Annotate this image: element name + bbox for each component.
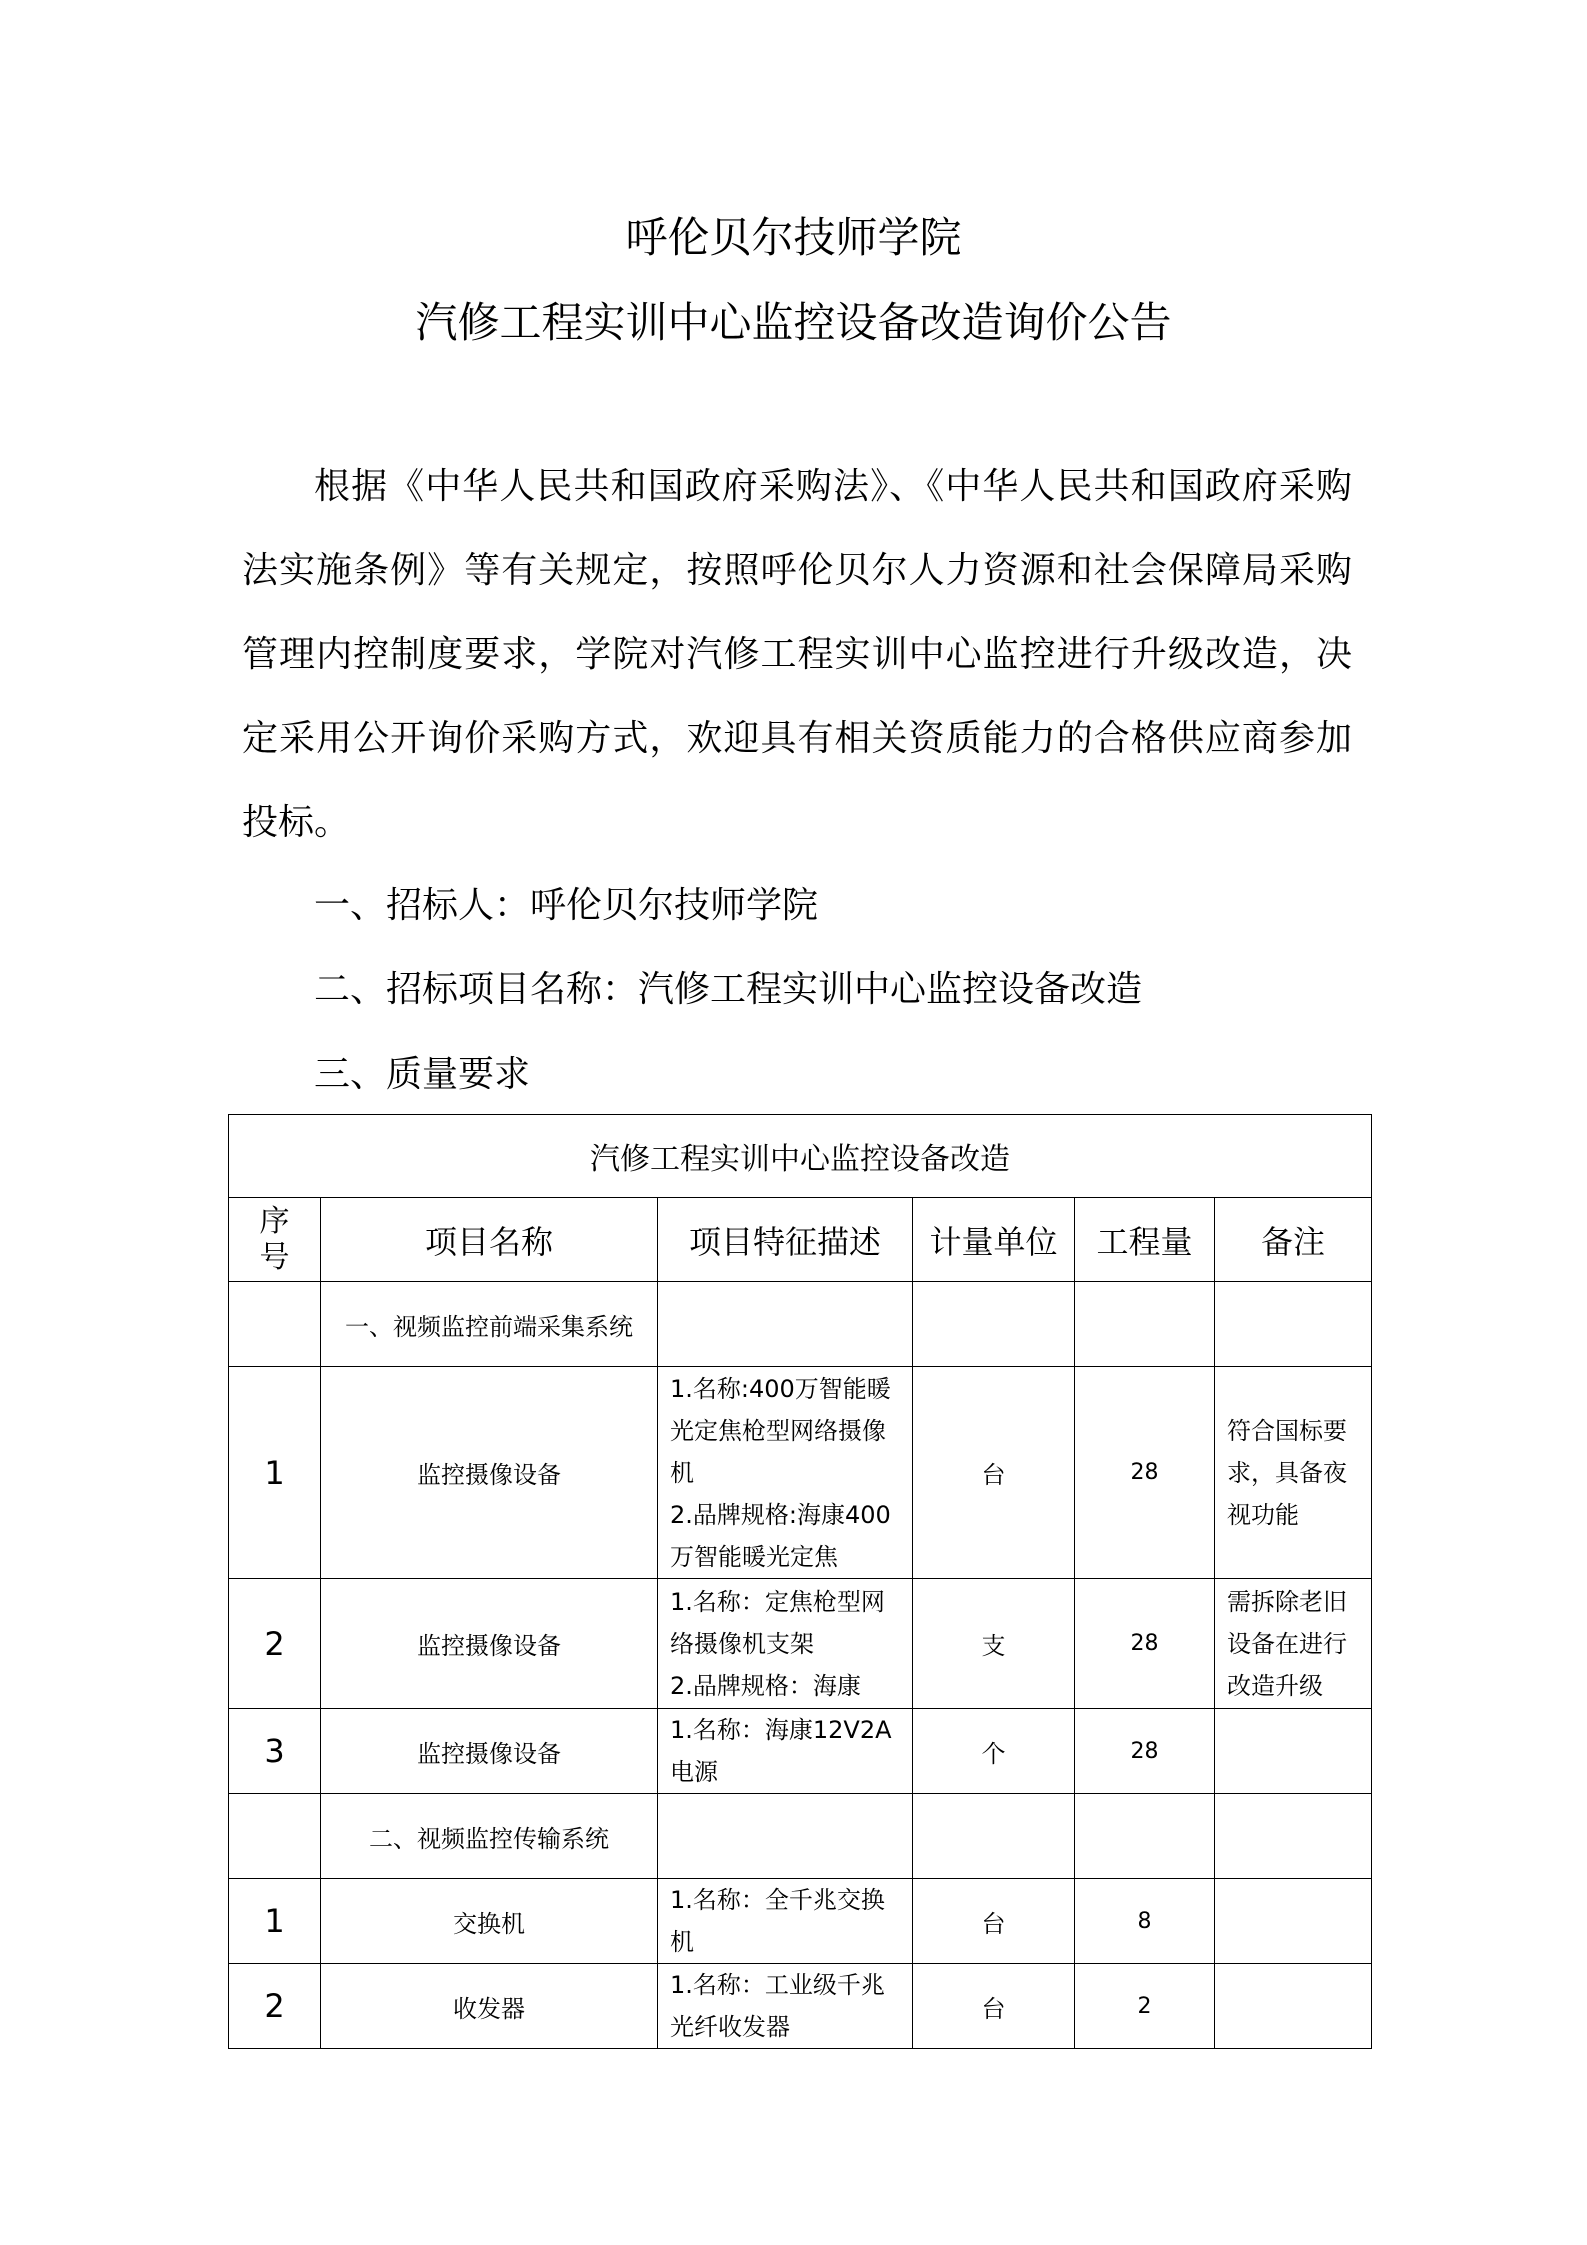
row-note: 符合国标要求，具备夜视功能 xyxy=(1215,1367,1372,1579)
row-seq: 3 xyxy=(229,1709,321,1794)
row-unit: 台 xyxy=(913,1879,1075,1964)
header-name: 项目名称 xyxy=(321,1198,658,1282)
document-title: 呼伦贝尔技师学院 xyxy=(625,213,962,262)
table-row xyxy=(229,1879,1372,1964)
document-subtitle: 汽修工程实训中心监控设备改造询价公告 xyxy=(415,298,1172,347)
row-desc: 1.名称：定焦枪型网络摄像机支架 2.品牌规格：海康 xyxy=(658,1579,913,1709)
category-row xyxy=(229,1282,1372,1367)
row-name: 交换机 xyxy=(321,1879,658,1964)
row-name: 监控摄像设备 xyxy=(321,1709,658,1794)
row-note xyxy=(1215,1709,1372,1794)
row-desc: 1.名称：全千兆交换机 xyxy=(658,1879,913,1964)
intro-paragraph: 根据《中华人民共和国政府采购法》、《中华人民共和国政府采购法实施条例》等有关规定，按照呼伦贝尔人力资源和社会保障局采购管理内控制度要求，学院对汽修工程实训中心监控进行升级改造，决定采用公开询价采购方式，欢迎具有相关资质能力的合格供应商参加投标。 xyxy=(242,466,1352,843)
header-seq-label: 序 号 xyxy=(259,1203,290,1275)
row-name: 监控摄像设备 xyxy=(321,1367,658,1579)
row-unit: 支 xyxy=(913,1579,1075,1709)
header-qty: 工程量 xyxy=(1075,1198,1215,1282)
section-tenderer: 一、招标人：呼伦贝尔技师学院 xyxy=(314,885,819,926)
row-unit: 台 xyxy=(913,1367,1075,1579)
category-label: 一、视频监控前端采集系统 xyxy=(321,1282,658,1367)
table-row xyxy=(229,1964,1372,2049)
row-qty: 28 xyxy=(1075,1579,1215,1709)
row-seq: 2 xyxy=(229,1964,321,2049)
category-label: 二、视频监控传输系统 xyxy=(321,1794,658,1879)
row-qty: 28 xyxy=(1075,1367,1215,1579)
row-desc: 1.名称：工业级千兆光纤收发器 xyxy=(658,1964,913,2049)
row-qty: 28 xyxy=(1075,1709,1215,1794)
table-row xyxy=(229,1367,1372,1579)
row-note xyxy=(1215,1879,1372,1964)
row-name: 监控摄像设备 xyxy=(321,1579,658,1709)
row-desc: 1.名称：海康12V2A电源 xyxy=(658,1709,913,1794)
header-seq xyxy=(229,1198,321,1282)
header-note: 备注 xyxy=(1215,1198,1372,1282)
row-seq: 1 xyxy=(229,1367,321,1579)
section-project-name: 二、招标项目名称：汽修工程实训中心监控设备改造 xyxy=(314,969,1143,1010)
row-unit: 台 xyxy=(913,1964,1075,2049)
table-caption: 汽修工程实训中心监控设备改造 xyxy=(229,1115,1372,1198)
row-name: 收发器 xyxy=(321,1964,658,2049)
section-quality: 三、质量要求 xyxy=(314,1054,531,1095)
row-desc: 1.名称:400万智能暖光定焦枪型网络摄像机 2.品牌规格:海康400万智能暖光定焦 xyxy=(658,1367,913,1579)
row-note: 需拆除老旧设备在进行改造升级 xyxy=(1215,1579,1372,1709)
requirements-table xyxy=(228,1114,1372,2049)
table-row xyxy=(229,1579,1372,1709)
header-desc: 项目特征描述 xyxy=(658,1198,913,1282)
row-seq: 1 xyxy=(229,1879,321,1964)
row-unit: 个 xyxy=(913,1709,1075,1794)
header-unit: 计量单位 xyxy=(913,1198,1075,1282)
row-qty: 2 xyxy=(1075,1964,1215,2049)
category-row xyxy=(229,1794,1372,1879)
row-qty: 8 xyxy=(1075,1879,1215,1964)
row-seq: 2 xyxy=(229,1579,321,1709)
table-header-row xyxy=(229,1198,1372,1282)
table-row xyxy=(229,1709,1372,1794)
row-note xyxy=(1215,1964,1372,2049)
